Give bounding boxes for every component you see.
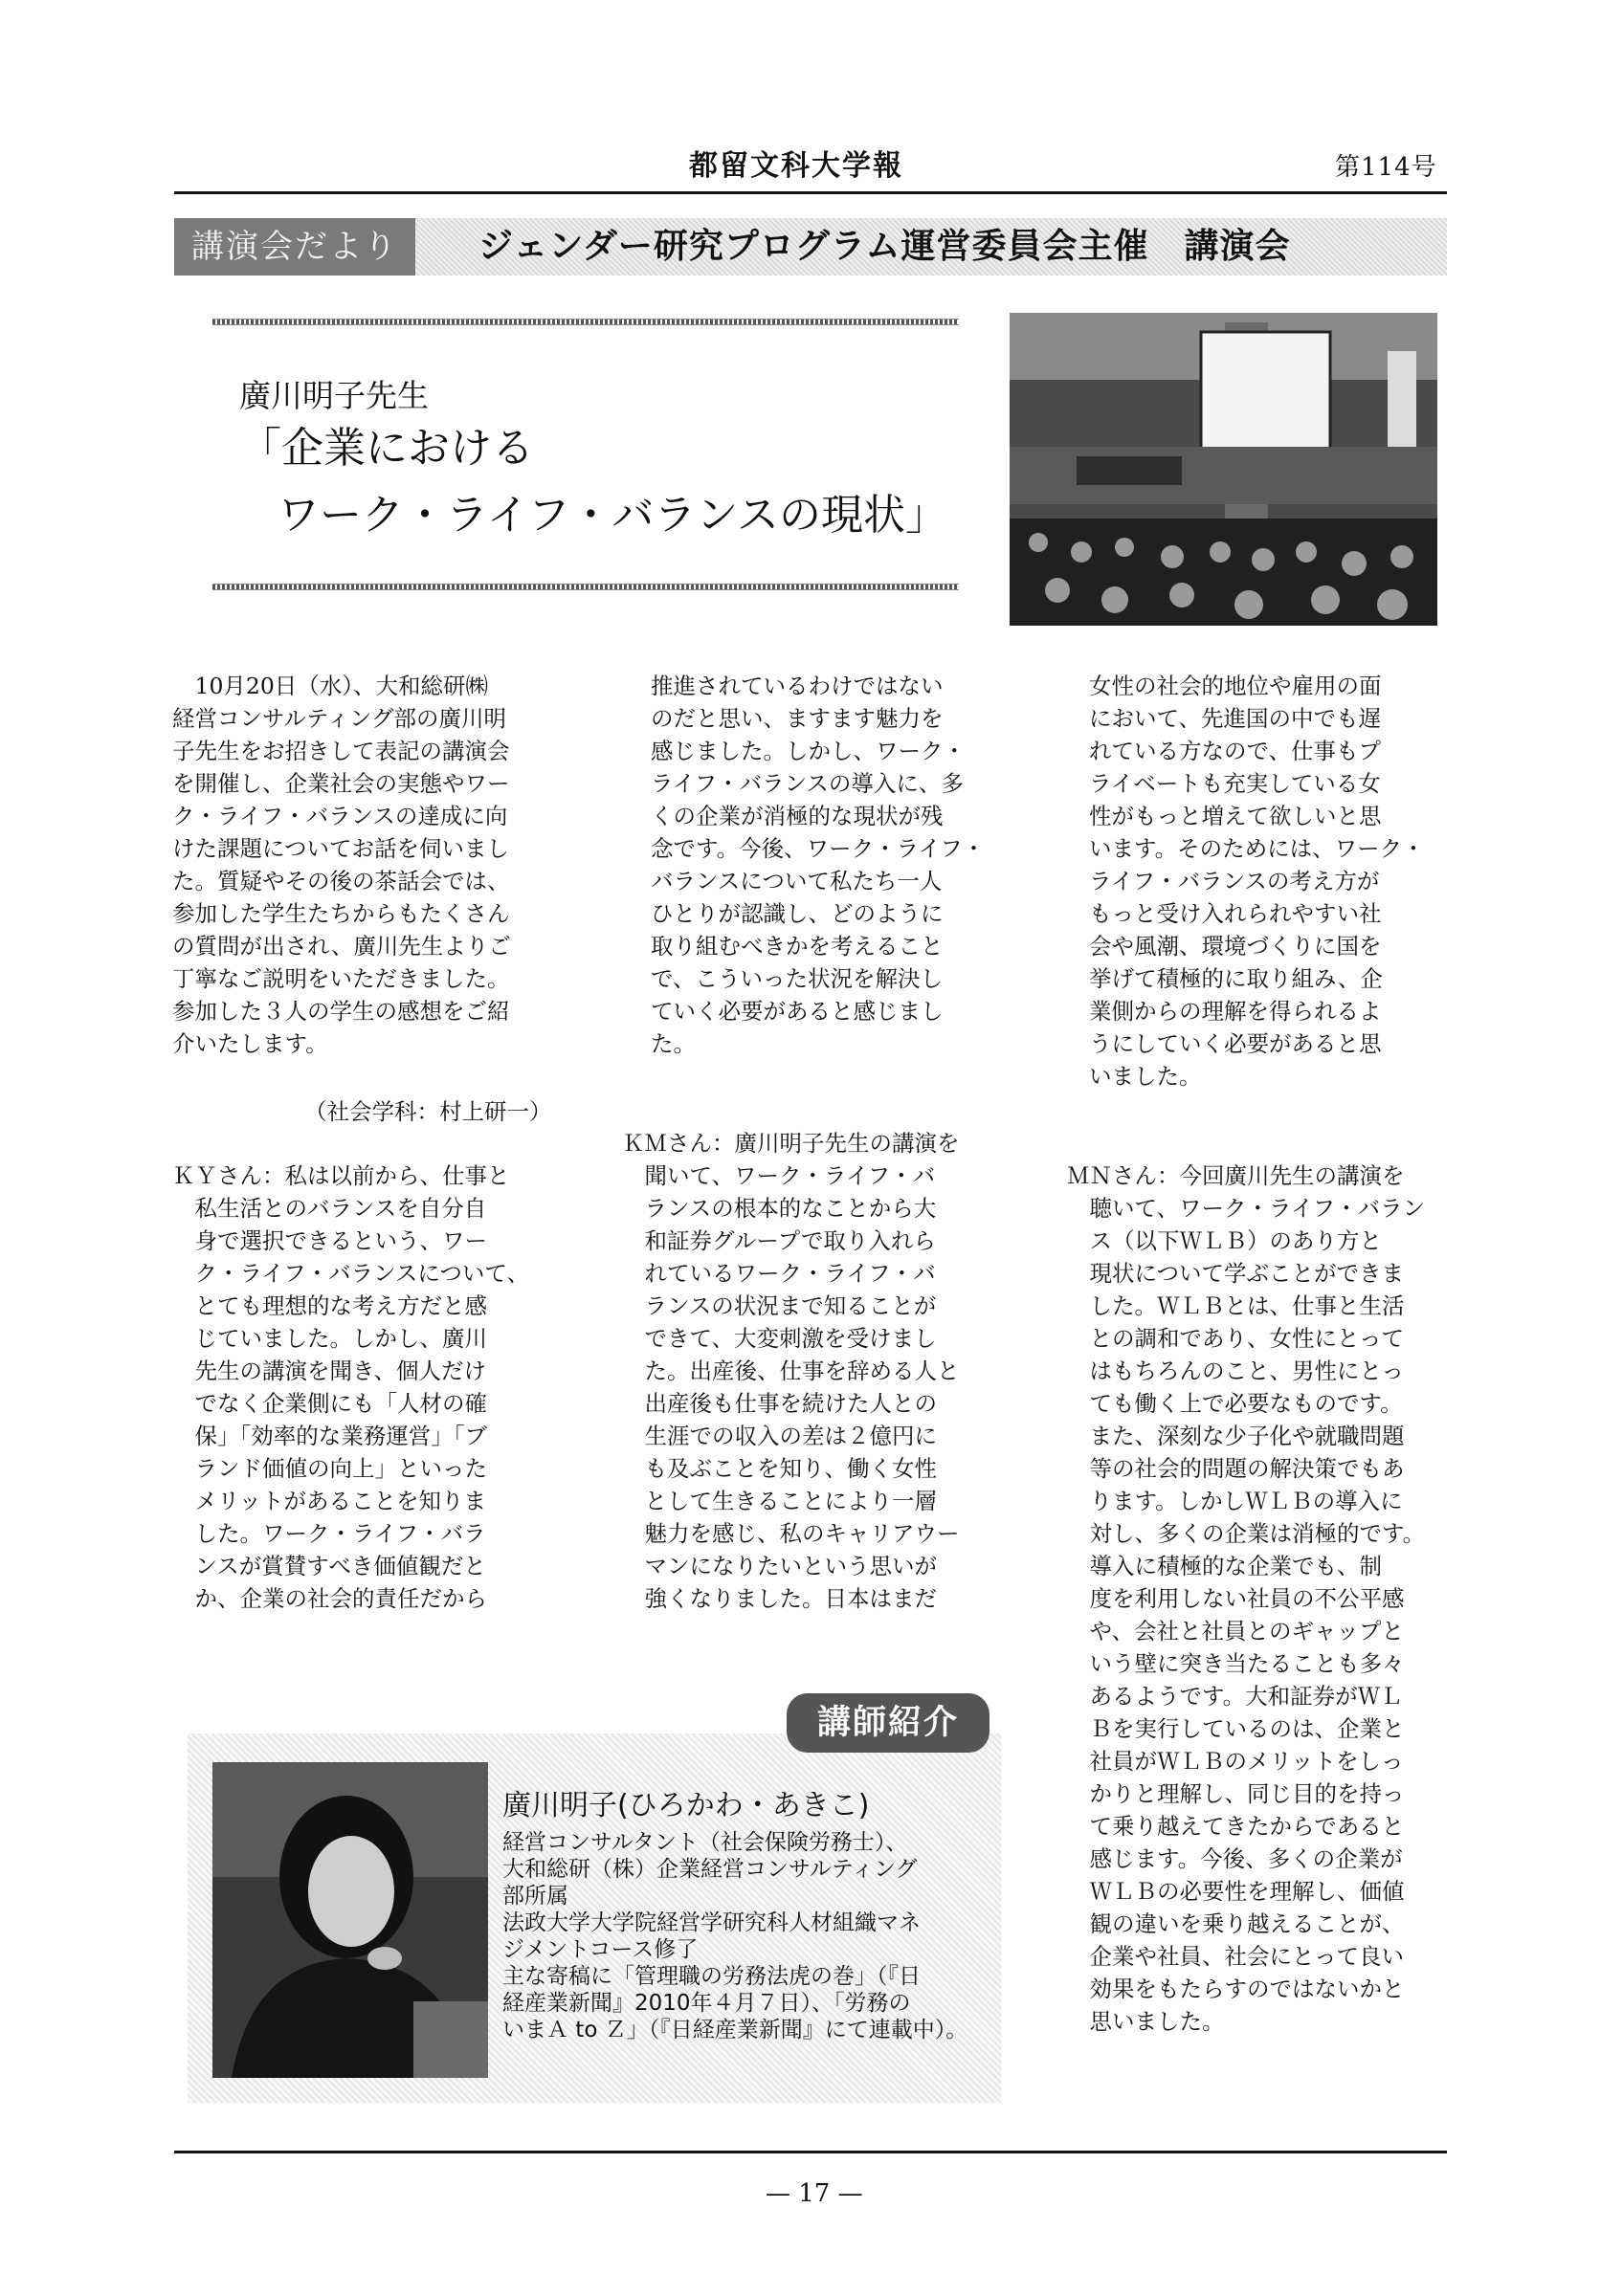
section-tag: 講演会だより (174, 218, 415, 276)
article-intro: 10月20日（水）、大和総研㈱ 経営コンサルティング部の廣川明 子先生をお招きして表記の講演会 を開催し、企業社会の実態やワー ク・ライフ・バランスの達成に向 けた課題についてお話を伺いまし た。質疑やその後の茶話会では、 参加した学生たちからもたくさん の質問が出され、廣川先生よりご 丁寧なご説明をいただきました。 参加した３人の学生の感想をご紹 介いたします。 (172, 673, 511, 1057)
student-km-comment: ＫＭさん：廣川明子先生の講演を 聞いて、ワーク・ライフ・バ ランスの根本的なことから大 和証券グループで取り入れら れているワーク・ライフ・バ ランスの状況まで知ることが できて、大変刺激を受けまし た。出産後、仕事を辞める人と 出産後も仕事を続けた人との 生涯での収入の差は２億円に も及ぶことを知り、働く女性 として生きることにより一層 魅力を感じ、私のキャリアウー マンになりたいという思いが 強くなりました。日本はまだ (622, 1130, 960, 1612)
student-mn-comment: ＭＮさん：今回廣川先生の講演を 聴いて、ワーク・ライフ・バラン ス（以下ＷＬＢ）のあり方と 現状について学ぶことができま した。ＷＬＢとは、仕事と生活 との調和であり、女性にとって はもちろんのこと、男性にとっ ても働く上で必要なものです。 また、深刻な少子化や就職問題 等の社会的問題の解決策でもあ ります。しかしＷＬＢの導入に 対し、多くの企業は消極的です。 導入に積極的な企業でも、制 度を利用しない社員の不公平感 や、会社と社員とのギャップと いう壁に突き当たることも多々 あるようです。大和証券がＷＬ Ｂを実行しているのは、企業と 社員がＷＬＢのメリットをしっ かりと理解し、同じ目的を持っ て乗り越えてきたからであると 感じます。今後、多くの企業が ＷＬＢの必要性を理解し、価値 観の違いを乗り越えることが、 企業や社員、社会にとって良い 効果をもたらすのではないかと 思いました。 (1067, 1162, 1426, 2035)
header-rule (174, 191, 1447, 194)
issue-number: 第114号 (1335, 153, 1437, 182)
student-ky-comment: ＫＹさん：私は以前から、仕事と 私生活とのバランスを自分自 身で選択できるという、ワー ク・ライフ・バランスについて、 とても理想的な考え方だと感 じていました。しかし、廣川 先生の講演を聞き、個人だけ でなく企業側にも「人材の確 保」「効率的な業務運営」「ブ ランド価値の向上」といった メリットがあることを知りま した。ワーク・ライフ・バラ ンスが賞賛すべき価値観だと か、企業の社会的責任だから (172, 1162, 529, 1612)
lecture-hall-illustration (1010, 313, 1437, 626)
lecture-title-line1: 「企業における (239, 424, 534, 473)
speaker-photo (212, 1762, 488, 2078)
title-rule-bottom (212, 584, 959, 590)
lecture-hall-photo (1010, 313, 1437, 626)
speaker-badge: 講師紹介 (787, 1693, 989, 1753)
student-ky-comment-cont: 推進されているわけではない のだと思い、ますます魅力を 感じました。しかし、ワーク・ ライフ・バランスの導入に、多 くの企業が消極的な現状が残 念です。今後、ワーク・ライフ・ バランスについて私たち一人 ひとりが認識し、どのように 取り組むべきかを考えること で、こういった状況を解決し ていく必要があると感じまし た。 (651, 673, 986, 1057)
speaker-portrait-illustration (212, 1762, 488, 2078)
speaker-bio: 経営コンサルタント（社会保険労務士）、 大和総研（株）企業経営コンサルティング 部所属 法政大学大学院経営学研究科人材組織マネ ジメントコース修了 主な寄稿に「管理職の労務法虎の巻」（『日 経産業新聞』2010年４月７日）、「労務の いまＡ to Ｚ」（『日経産業新聞』にて連載中）。 (502, 1830, 968, 2042)
speaker-name: 廣川明子(ひろかわ・あきこ) (502, 1789, 870, 1822)
student-km-comment-cont: 女性の社会的地位や雇用の面 において、先進国の中でも遅 れている方なので、仕事もプ ライベートも充実している女 性がもっと増えて欲しいと思 います。そのためには、ワーク・ ライフ・バランスの考え方が もっと受け入れられやすい社 会や風潮、環境づくりに国を 挙げて積極的に取り組み、企 業側からの理解を得られるよ うにしていく必要があると思 いました。 (1089, 673, 1425, 1090)
section-title: ジェンダー研究プログラム運営委員会主催 講演会 (478, 227, 1291, 266)
title-rule-top (212, 319, 959, 325)
article-credit: （社会学科：村上研一） (304, 1098, 552, 1125)
footer-rule (174, 2151, 1447, 2153)
lecturer-name: 廣川明子先生 (239, 377, 429, 414)
lecture-title-line2: ワーク・ライフ・バランスの現状」 (278, 491, 948, 540)
page-number: — 17 — (766, 2179, 863, 2208)
publication-title: 都留文科大学報 (689, 149, 903, 183)
